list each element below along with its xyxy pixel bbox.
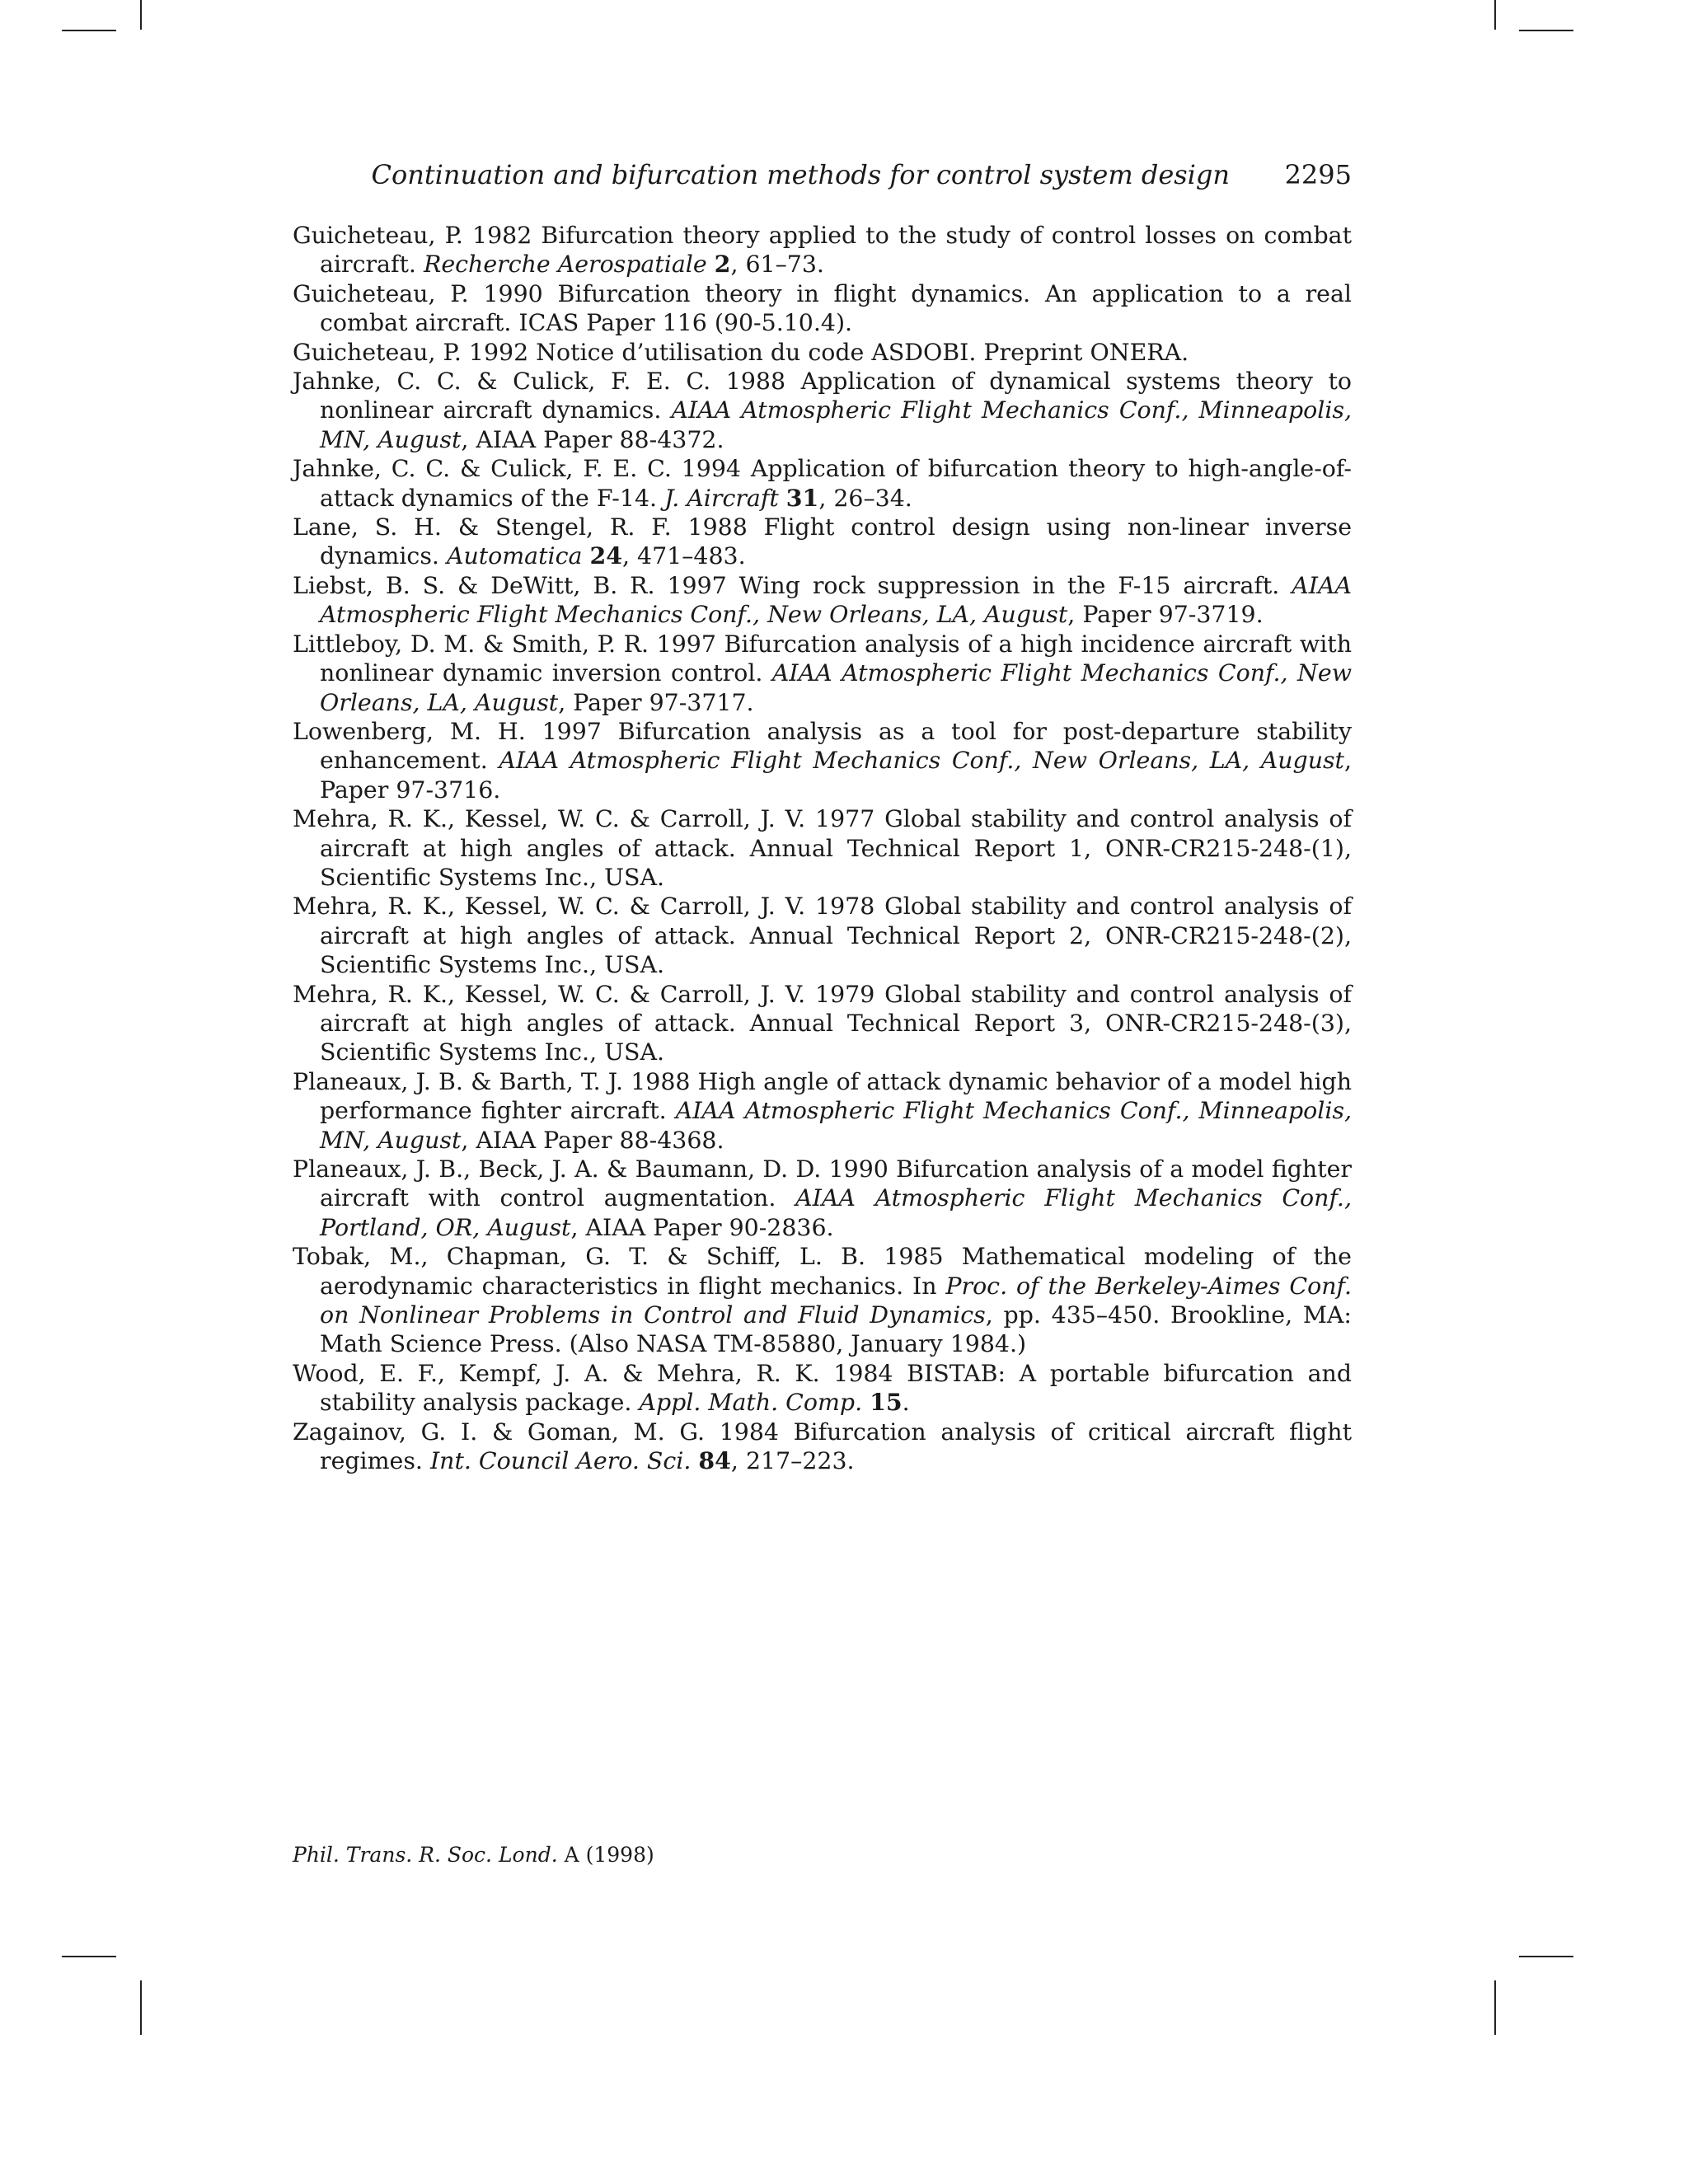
reference-italic-text: Proc. of the Berkeley-Aimes Conf. on Nonlinear Problems in Control and Fluid Dynamics xyxy=(320,1272,1352,1329)
reference-entry xyxy=(293,1155,1352,1242)
reference-italic-text: Int. Council Aero. Sci. xyxy=(429,1447,692,1475)
reference-text: Zagainov, G. I. & Goman, M. G. 1984 Bifurcation analysis of critical aircraft flight regimes. xyxy=(293,1418,1352,1475)
reference-volume: 84 xyxy=(698,1446,731,1475)
reference-italic-text: AIAA Atmospheric Flight Mechanics Conf., New Orleans, LA, August xyxy=(499,747,1344,775)
page-number: 2295 xyxy=(1284,159,1352,190)
reference-text: Lowenberg, M. H. 1997 Bifurcation analysis as a tool for post-departure stability enhancement. xyxy=(293,717,1352,775)
reference-text xyxy=(779,485,786,512)
reference-text: Mehra, R. K., Kessel, W. C. & Carroll, J. V. 1977 Global stability and control analysis of aircraft at high angles of attack. Annual Technical Report 1, ONR-CR215-248-(1), Scientific Systems Inc., USA. xyxy=(293,805,1352,891)
reference-italic-text: AIAA Atmospheric Flight Mechanics Conf., Minneapolis, MN, August xyxy=(320,396,1353,453)
reference-entry xyxy=(293,1418,1352,1476)
reference-entry xyxy=(293,1067,1352,1155)
running-title: Continuation and bifurcation methods for control system design xyxy=(371,159,1230,190)
reference-text: , pp. 435–450. Brookline, MA: Math Science Press. (Also NASA TM-85880, January 1984.) xyxy=(320,1301,1352,1358)
reference-list xyxy=(293,221,1352,1475)
reference-text: , Paper 97-3719. xyxy=(1067,601,1264,629)
reference-text: Lane, S. H. & Stengel, R. F. 1988 Flight control design using non-linear inverse dynamics. xyxy=(293,513,1352,570)
crop-mark-top-left-vertical xyxy=(140,0,142,30)
reference-volume: 31 xyxy=(785,483,819,512)
reference-text: , AIAA Paper 88-4368. xyxy=(461,1126,724,1154)
reference-italic-text: Recherche Aerospatiale xyxy=(423,251,707,279)
reference-entry xyxy=(293,804,1352,892)
crop-mark-bottom-right-horizontal xyxy=(1519,1956,1573,1957)
reference-text: , 26–34. xyxy=(818,484,912,512)
reference-text xyxy=(862,1389,870,1416)
reference-entry xyxy=(293,454,1352,513)
reference-text: Mehra, R. K., Kessel, W. C. & Carroll, J. V. 1978 Global stability and control analysis of aircraft at high angles of attack. Annual Technical Report 2, ONR-CR215-248-(2), Scientific Systems Inc., USA. xyxy=(293,893,1352,979)
reference-italic-text: Automatica xyxy=(446,542,583,570)
reference-entry xyxy=(293,717,1352,804)
reference-entry xyxy=(293,221,1352,279)
reference-entry xyxy=(293,1359,1352,1418)
reference-entry xyxy=(293,1242,1352,1359)
crop-mark-top-right-horizontal xyxy=(1519,30,1573,31)
running-head xyxy=(0,157,1352,193)
reference-volume: 2 xyxy=(714,250,731,279)
reference-text: Planeaux, J. B. & Barth, T. J. 1988 High angle of attack dynamic behavior of a model high performance fighter aircraft. xyxy=(293,1067,1352,1125)
reference-text: , Paper 97-3716. xyxy=(320,747,1352,804)
reference-entry xyxy=(293,980,1352,1067)
journal-footer xyxy=(293,1840,654,1870)
reference-entry xyxy=(293,630,1352,717)
reference-text: Liebst, B. S. & DeWitt, B. R. 1997 Wing rock suppression in the F-15 aircraft. xyxy=(293,571,1292,599)
reference-text: Guicheteau, P. 1982 Bifurcation theory applied to the study of control losses on combat aircraft. xyxy=(293,222,1352,279)
reference-italic-text: J. Aircraft xyxy=(664,484,779,512)
reference-text: Littleboy, D. M. & Smith, P. R. 1997 Bifurcation analysis of a high incidence aircraft with nonlinear dynamic inversion control. xyxy=(293,630,1352,687)
reference-text: , 61–73. xyxy=(730,251,824,279)
reference-entry xyxy=(293,338,1352,367)
reference-entry xyxy=(293,367,1352,454)
reference-text: , 471–483. xyxy=(621,542,746,570)
crop-mark-bottom-right-vertical xyxy=(1494,1980,1496,2035)
reference-italic-text: AIAA Atmospheric Flight Mechanics Conf., Minneapolis, MN, August xyxy=(320,1097,1353,1154)
reference-italic-text: AIAA Atmospheric Flight Mechanics Conf., New Orleans, LA, August xyxy=(320,571,1352,629)
footer-series: A (1998) xyxy=(557,1843,654,1867)
reference-italic-text: AIAA Atmospheric Flight Mechanics Conf., New Orleans, LA, August xyxy=(320,659,1352,716)
reference-text xyxy=(707,251,715,278)
reference-text: Guicheteau, P. 1990 Bifurcation theory in flight dynamics. An application to a real combat aircraft. ICAS Paper 116 (90-5.10.4). xyxy=(293,279,1352,337)
reference-text: Planeaux, J. B., Beck, J. A. & Baumann, D. D. 1990 Bifurcation analysis of a model fighter aircraft with control augmentation. xyxy=(293,1155,1352,1212)
reference-text: Wood, E. F., Kempf, J. A. & Mehra, R. K. 1984 BISTAB: A portable bifurcation and stability analysis package. xyxy=(293,1359,1352,1417)
footer-journal-name: Phil. Trans. R. Soc. Lond. xyxy=(293,1843,558,1867)
reference-volume: 24 xyxy=(589,541,622,570)
crop-mark-top-left-horizontal xyxy=(62,30,116,31)
reference-text: . xyxy=(902,1389,910,1417)
reference-entry xyxy=(293,892,1352,979)
reference-text: , AIAA Paper 90-2836. xyxy=(570,1213,834,1241)
crop-mark-top-right-vertical xyxy=(1494,0,1496,30)
reference-text: Tobak, M., Chapman, G. T. & Schiff, L. B. 1985 Mathematical modeling of the aerodynamic characteristics in flight mechanics. In xyxy=(293,1243,1352,1300)
reference-entry xyxy=(293,571,1352,630)
reference-text: Guicheteau, P. 1992 Notice d’utilisation du code ASDOBI. Preprint ONERA. xyxy=(293,338,1189,366)
crop-mark-bottom-left-vertical xyxy=(140,1980,142,2035)
reference-italic-text: Appl. Math. Comp. xyxy=(639,1389,863,1417)
reference-text: Jahnke, C. C. & Culick, F. E. C. 1994 Application of bifurcation theory to high-angle-of-attack dynamics of the F-14. xyxy=(293,455,1352,512)
reference-text: Jahnke, C. C. & Culick, F. E. C. 1988 Application of dynamical systems theory to nonlinear aircraft dynamics. xyxy=(293,368,1352,424)
reference-entry xyxy=(293,513,1352,571)
reference-italic-text: AIAA Atmospheric Flight Mechanics Conf., Portland, OR, August xyxy=(320,1184,1352,1241)
reference-text: , AIAA Paper 88-4372. xyxy=(461,425,724,453)
reference-entry xyxy=(293,279,1352,338)
reference-text: , 217–223. xyxy=(730,1447,855,1475)
reference-text: , Paper 97-3717. xyxy=(558,688,754,716)
reference-volume: 15 xyxy=(870,1388,903,1417)
reference-text: Mehra, R. K., Kessel, W. C. & Carroll, J. V. 1979 Global stability and control analysis of aircraft at high angles of attack. Annual Technical Report 3, ONR-CR215-248-(3), Scientific Systems Inc., USA. xyxy=(293,980,1352,1066)
crop-mark-bottom-left-horizontal xyxy=(62,1956,116,1957)
